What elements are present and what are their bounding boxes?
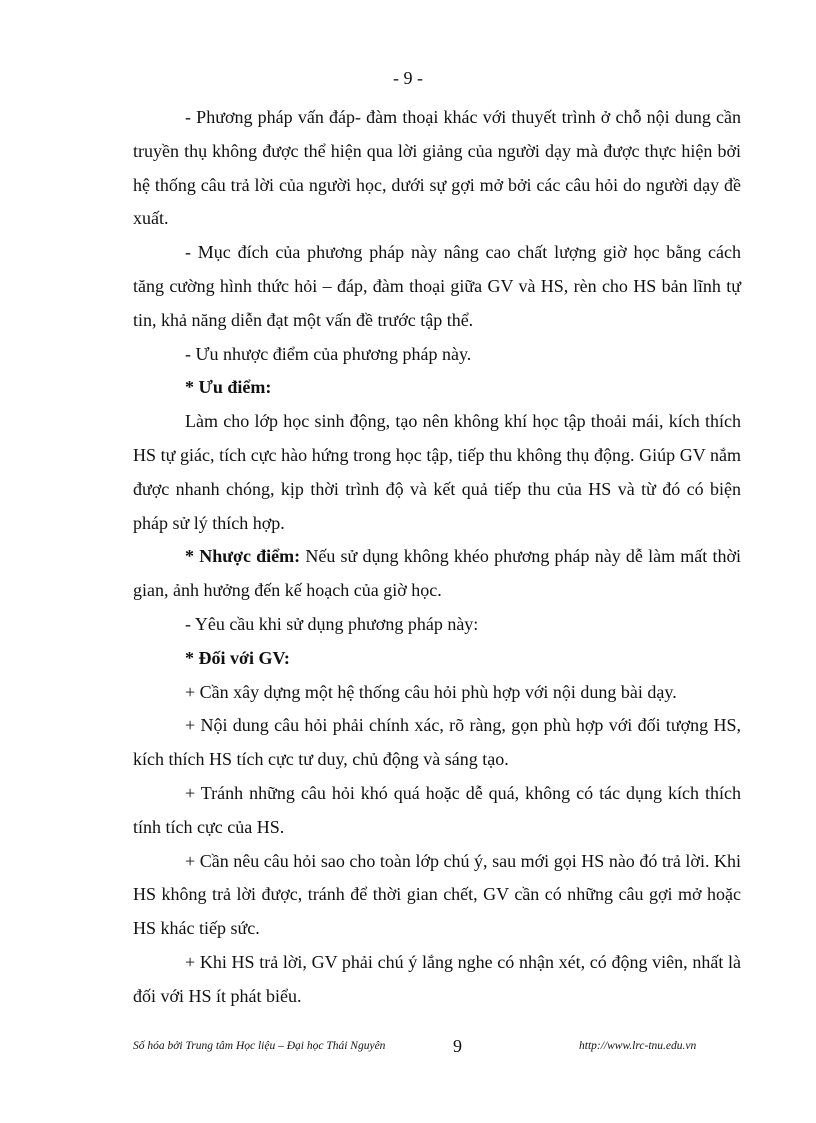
list-item: + Cần nêu câu hỏi sao cho toàn lớp chú ý, sau mới gọi HS nào đó trả lời. Khi HS không trả lời được, tránh để thời gian chết, GV cần có những câu gợi mở hoặc HS khác tiếp sức. xyxy=(133,850,741,939)
footer-url: http://www.lrc-tnu.edu.vn xyxy=(579,1040,697,1052)
disadvantages-text: Nếu sử dụng không khéo phương pháp này dễ làm mất thời gian, ảnh hưởng đến kế hoạch của giờ học. xyxy=(133,546,741,601)
page-number: - 9 - xyxy=(393,68,423,88)
paragraph: - Yêu cầu khi sử dụng phương pháp này: xyxy=(185,613,479,634)
heading-for-teacher: * Đối với GV: xyxy=(185,647,290,668)
paragraph: Làm cho lớp học sinh động, tạo nên không khí học tập thoải mái, kích thích HS tự giác, tích cực hào hứng trong học tập, tiếp thu không thụ động. Giúp GV nắm được nhanh chóng, kịp thời trình độ và kết quả tiếp thu của HS và từ đó có biện pháp sử lý thích hợp. xyxy=(133,411,741,533)
list-item: + Cần xây dựng một hệ thống câu hỏi phù hợp với nội dung bài dạy. xyxy=(185,681,677,702)
paragraph: - Ưu nhược điểm của phương pháp này. xyxy=(185,343,472,364)
footer-page-number: 9 xyxy=(453,1036,462,1056)
paragraph: - Phương pháp vấn đáp- đàm thoại khác với thuyết trình ở chỗ nội dung cần truyền thụ không được thể hiện qua lời giảng của người dạy mà được thực hiện bởi hệ thống câu trả lời của người học, dưới sự gợi mở bởi các câu hỏi do người dạy đề xuất. xyxy=(133,107,741,229)
heading-disadvantages: * Nhược điểm: xyxy=(185,546,301,567)
list-item: + Nội dung câu hỏi phải chính xác, rõ ràng, gọn phù hợp với đối tượng HS, kích thích HS tích cực tư duy, chủ động và sáng tạo. xyxy=(133,715,741,770)
footer xyxy=(133,1037,741,1063)
paragraph: - Mục đích của phương pháp này nâng cao chất lượng giờ học bằng cách tăng cường hình thức hỏi – đáp, đàm thoại giữa GV và HS, rèn cho HS bản lĩnh tự tin, khả năng diễn đạt một vấn đề trước tập thể. xyxy=(133,242,741,330)
paragraph-disadvantages xyxy=(133,540,741,608)
list-item: + Tránh những câu hỏi khó quá hoặc dễ quá, không có tác dụng kích thích tính tích cực của HS. xyxy=(133,782,741,837)
footer-source: Số hóa bởi Trung tâm Học liệu – Đại học Thái Nguyên xyxy=(133,1040,386,1052)
list-item: + Khi HS trả lời, GV phải chú ý lắng nghe có nhận xét, có động viên, nhất là đối với HS ít phát biểu. xyxy=(133,951,741,1006)
heading-advantages: * Ưu điểm: xyxy=(185,377,272,398)
page-content xyxy=(133,101,741,1014)
